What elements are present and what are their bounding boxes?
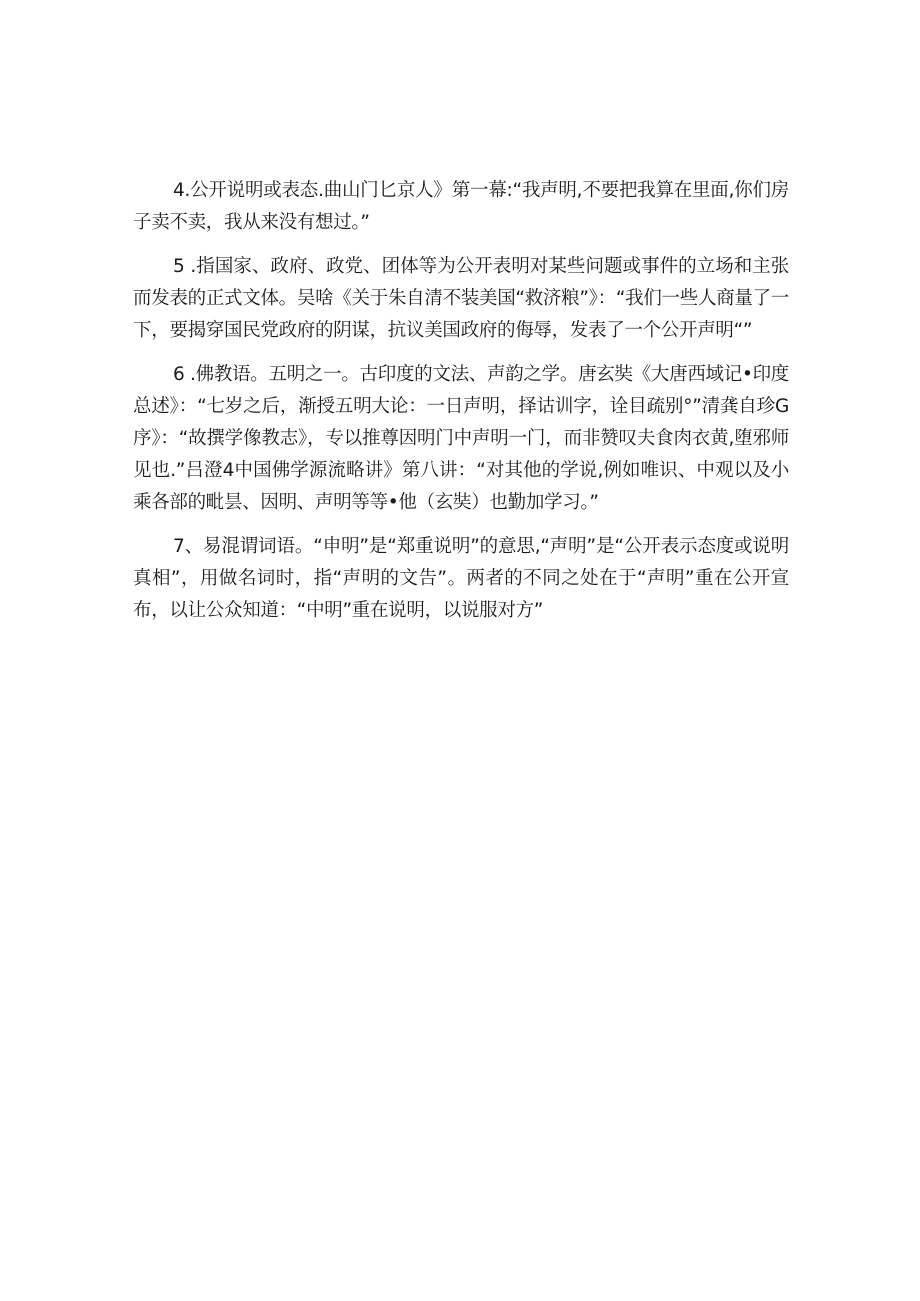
paragraph-4-public-statement: 4.公开说明或表态.曲山门匕京人》第一幕:“我声明,不要把我算在里面,你们房子卖不卖，我从来没有想过。” bbox=[133, 180, 789, 233]
paragraph-5-official-document: 5 .指国家、政府、政党、团体等为公开表明对某些问题或事件的立场和主张而发表的正式文体。吴啥《关于朱自清不装美国“救济粮”》：“我们一些人商量了一下，要揭穿国民党政府的阴谋，抗议美国政府的侮辱，发表了一个公开声明“” bbox=[133, 256, 789, 341]
document-body bbox=[133, 175, 789, 639]
paragraph-7-confusable-words: 7、易混谓词语。“申明”是“郑重说明”的意思,“声明”是“公开表示态度或说明真相”，用做名词时，指“声明的文告”。两者的不同之处在于“声明”重在公开宣布，以让公众知道：“中明”重在说明，以说服对方” bbox=[133, 536, 789, 621]
paragraph-6-buddhist-term: 6 .佛教语。五明之一。古印度的文法、声韵之学。唐玄奘《大唐西域记•印度总述》：“七岁之后，渐授五明大论：一日声明，择诂训字，诠目疏别°”清龚自珍G序》：“故撰学像教志》，专以推尊因明门中声明一门，而非赞叹夫食肉衣黄,堕邪师见也.”吕澄4中国佛学源流略讲》第八讲：“对其他的学说,例如唯识、中观以及小乘各部的毗昙、因明、声明等等•他（玄奘）也勤加学习。” bbox=[133, 364, 789, 513]
